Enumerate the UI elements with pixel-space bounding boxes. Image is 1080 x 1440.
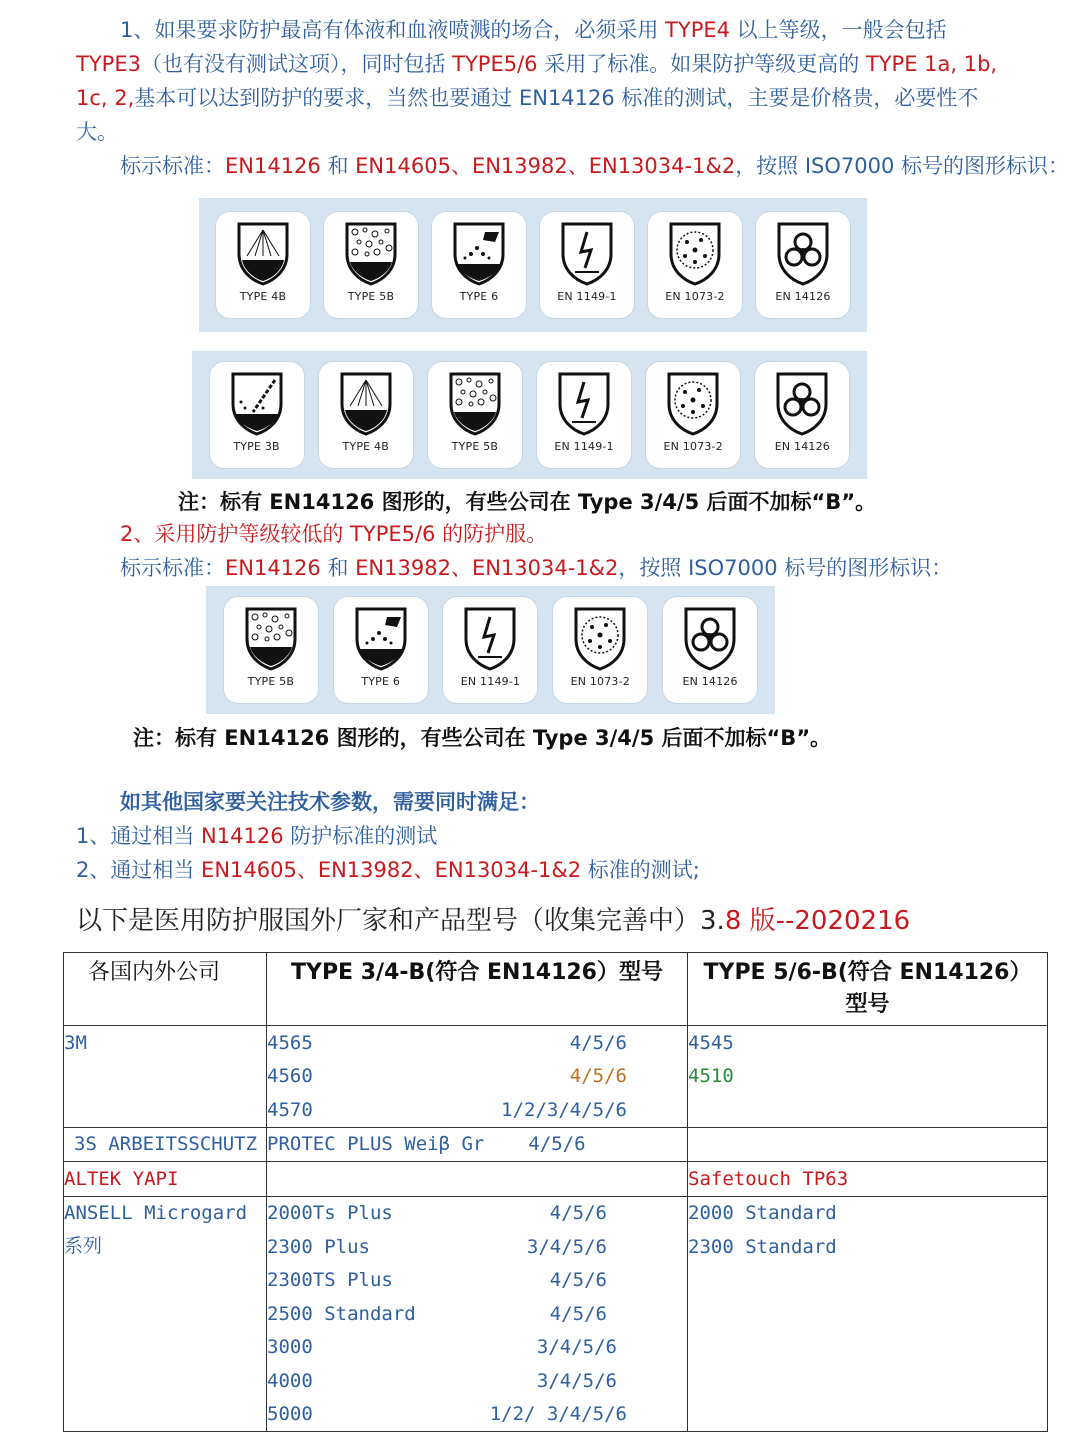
model-line: 4565 4/5/6 [267,1031,627,1054]
particle-shield-icon [341,220,401,286]
icon-strip-1 [199,198,867,332]
type56-cell: 4545 4510 [688,1026,1048,1128]
para1-line1: 1、如果要求防护最高有体液和血液喷溅的场合，必须采用 TYPE4 以上等级，一般会包括 [120,18,947,42]
type34-cell [267,1196,688,1432]
model-line: 5000 1/2/ 3/4/5/6 [267,1403,627,1426]
splash-shield-icon [351,605,411,671]
company-cell: ANSELL Microgard 系列 [64,1196,267,1432]
model-line: 2300 Plus 3/4/5/6 [267,1235,607,1258]
other-item-1: 1、通过相当 N14126 防护标准的测试 [76,824,438,848]
pictogram-en1073-2: EN 1073-2 [646,362,740,468]
jet-shield-icon [227,370,287,436]
table-row [64,1127,1048,1162]
pictogram-en1149-1: EN 1149-1 [443,597,537,703]
table-row [64,1162,1048,1197]
table-row [64,1196,1048,1432]
model-line: 2500 Standard 4/5/6 [267,1302,607,1325]
pictogram-type6: TYPE 6 [432,212,526,318]
model-line: PROTEC PLUS Weiβ Gr 4/5/6 [267,1133,586,1156]
header-company: 各国内外公司 [64,953,267,1026]
pictogram-type6: TYPE 6 [334,597,428,703]
pictogram-en1073-2: EN 1073-2 [553,597,647,703]
company-cell: ALTEK YAPI [64,1162,267,1197]
particle-shield-icon [241,605,301,671]
company-cell: 3S ARBEITSSCHUTZ [64,1127,267,1162]
section-heading: 以下是医用防护服国外厂家和产品型号（收集完善中）3.8 版--2020216 [76,906,911,936]
other-title: 如其他国家要关注技术参数，需要同时满足： [120,790,540,814]
pictogram-type5b: TYPE 5B [224,597,318,703]
header-type34: TYPE 3/4-B(符合 EN14126）型号 [267,953,688,1026]
note-2: 注：标有 EN14126 图形的，有些公司在 Type 3/4/5 后面不加标“B”。 [133,726,832,750]
pictogram-type3b: TYPE 3B [210,362,304,468]
model-line: 4570 1/2/3/4/5/6 [267,1098,627,1121]
model-line: 2000Ts Plus 4/5/6 [267,1202,607,1225]
pictogram-en1149-1: EN 1149-1 [537,362,631,468]
pictogram-en14126: EN 14126 [756,212,850,318]
icon-strip-2 [192,351,867,479]
type56-cell: Safetouch TP63 [688,1162,1048,1197]
biohazard-shield-icon [680,605,740,671]
spray-shield-icon [336,370,396,436]
model-line: 4000 3/4/5/6 [267,1369,617,1392]
pictogram-en1149-1: EN 1149-1 [540,212,634,318]
para1-line3: 1c, 2,基本可以达到防护的要求，当然也要通过 EN14126 标准的测试，主要是价格贵，必要性不 [76,86,979,110]
table-header-row [64,953,1048,1026]
antistatic-shield-icon [460,605,520,671]
radioactive-particle-shield-icon [663,370,723,436]
para1-line4: 大。 [76,120,118,144]
biohazard-shield-icon [773,220,833,286]
type56-cell [688,1127,1048,1162]
pictogram-en1073-2: EN 1073-2 [648,212,742,318]
radioactive-particle-shield-icon [570,605,630,671]
antistatic-shield-icon [554,370,614,436]
para2: 2、采用防护等级较低的 TYPE5/6 的防护服。 [120,522,548,546]
type34-cell [267,1026,688,1128]
type56-cell: 2000 Standard 2300 Standard [688,1196,1048,1432]
company-cell: 3M [64,1026,267,1128]
para1-line2: TYPE3（也有没有测试这项），同时包括 TYPE5/6 采用了标准。如果防护等级更高的 TYPE 1a, 1b, [76,52,998,76]
pictogram-type5b: TYPE 5B [324,212,418,318]
model-line: 2300TS Plus 4/5/6 [267,1269,607,1292]
spray-shield-icon [233,220,293,286]
radioactive-particle-shield-icon [665,220,725,286]
biohazard-shield-icon [772,370,832,436]
pictogram-type5b: TYPE 5B [428,362,522,468]
table-row [64,1026,1048,1128]
header-type56: TYPE 5/6-B(符合 EN14126）型号 [688,953,1048,1026]
note-1: 注：标有 EN14126 图形的，有些公司在 Type 3/4/5 后面不加标“B”。 [178,490,877,514]
icon-strip-3 [206,586,775,714]
antistatic-shield-icon [557,220,617,286]
splash-shield-icon [449,220,509,286]
manufacturer-table [63,952,1048,1432]
pictogram-en14126: EN 14126 [663,597,757,703]
model-line: 3000 3/4/5/6 [267,1336,617,1359]
particle-shield-icon [445,370,505,436]
type34-cell [267,1162,688,1197]
model-line: 4560 4/5/6 [267,1065,627,1088]
standard-line-2: 标示标准：EN14126 和 EN13982、EN13034-1&2，按照 ISO7000 标号的图形标识： [120,556,953,580]
pictogram-en14126: EN 14126 [755,362,849,468]
other-item-2: 2、通过相当 EN14605、EN13982、EN13034-1&2 标准的测试; [76,858,700,882]
pictogram-type4b: TYPE 4B [319,362,413,468]
type34-cell [267,1127,688,1162]
standard-line-1: 标示标准：EN14126 和 EN14605、EN13982、EN13034-1&2，按照 ISO7000 标号的图形标识： [120,154,1070,178]
pictogram-type4b: TYPE 4B [216,212,310,318]
